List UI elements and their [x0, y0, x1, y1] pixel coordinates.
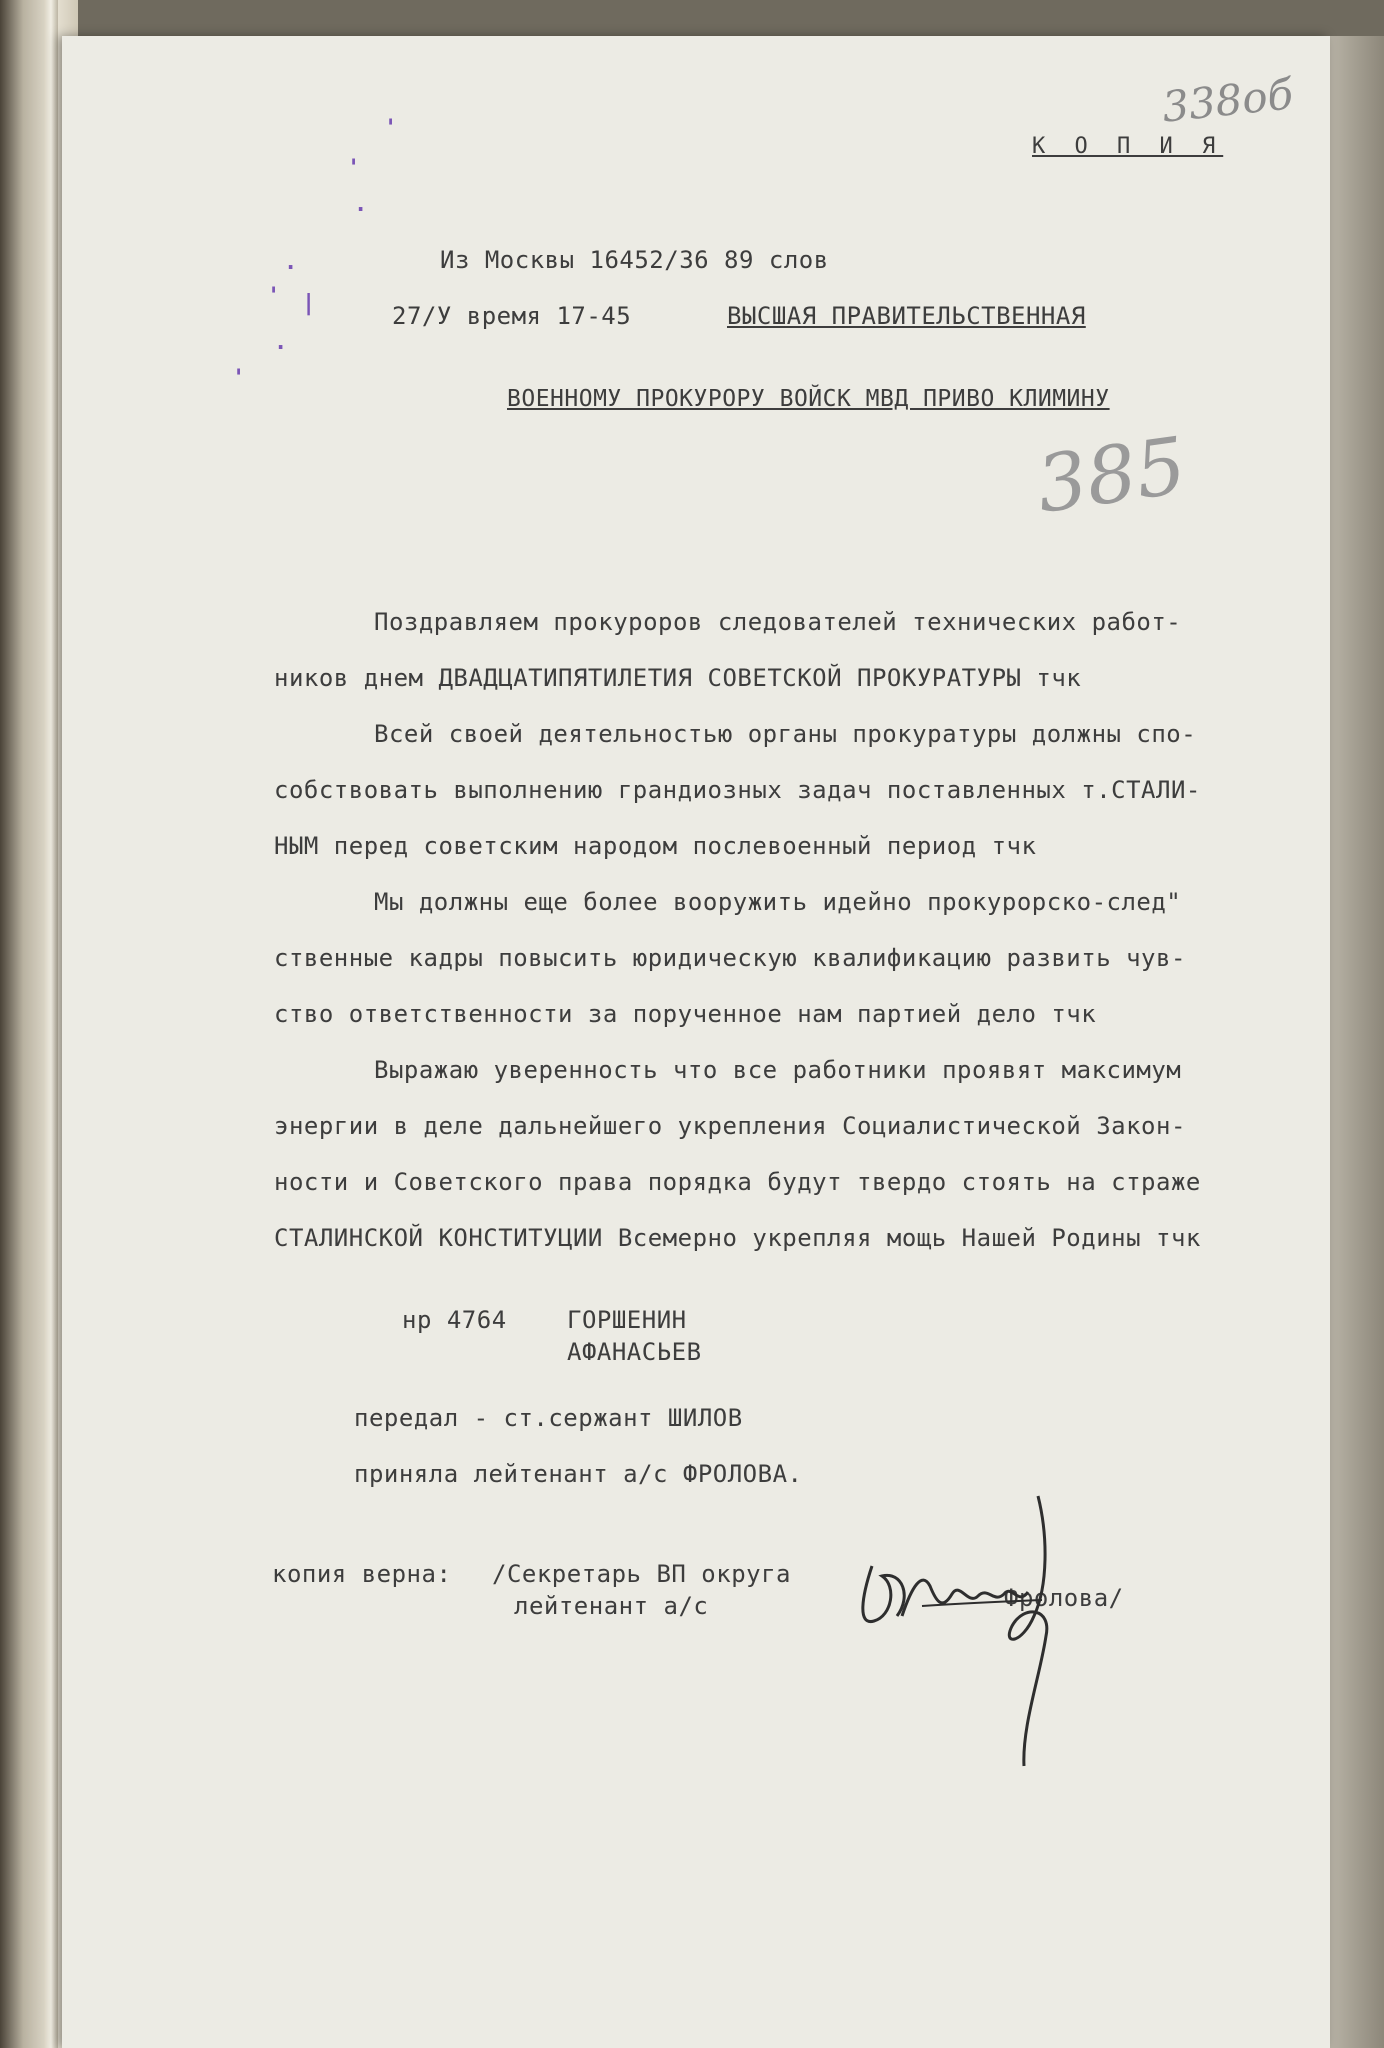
stamp-tick: | [302, 291, 316, 316]
body-line: собствовать выполнению грандиозных задач поставленных т.СТАЛИ- [274, 776, 1201, 804]
stamp-tick: ' [232, 366, 246, 391]
copy-mark: К О П И Я [1032, 134, 1224, 159]
stamp-tick: ' [347, 156, 361, 181]
body-line: ство ответственности за порученное нам партией дело тчк [274, 1000, 1097, 1028]
body-line: НЫМ перед советским народом послевоенный период тчк [274, 832, 1037, 860]
signatory-name: ГОРШЕНИН [567, 1306, 687, 1334]
signatory-name: АФАНАСЬЕВ [567, 1338, 702, 1366]
archive-page-number: 338об [1159, 69, 1296, 132]
body-line: Всей своей деятельностью органы прокуратуры должны спо- [374, 720, 1197, 748]
sent-by: передал - ст.сержант ШИЛОВ [354, 1404, 743, 1432]
handwritten-signature [802, 1476, 1102, 1796]
stamp-tick: · [274, 336, 288, 361]
body-line: Выражаю уверенность что все работники проявят максимум [374, 1056, 1182, 1084]
body-line: энергии в деле дальнейшего укрепления Социалистической Закон- [274, 1112, 1186, 1140]
certification-label: копия верна: [272, 1560, 452, 1588]
body-line: ности и Советского права порядка будут твердо стоять на страже [274, 1168, 1201, 1196]
telegram-number: нр 4764 [402, 1306, 507, 1334]
received-by: приняла лейтенант а/с ФРОЛОВА. [354, 1460, 803, 1488]
background-surface [1330, 36, 1384, 2048]
addressee: ВОЕННОМУ ПРОКУРОРУ ВОЙСК МВД ПРИВО КЛИМИНУ [507, 386, 1110, 412]
certification-rank: лейтенант а/с [514, 1592, 709, 1620]
stamp-tick: ' [384, 116, 398, 141]
priority-label: ВЫСШАЯ ПРАВИТЕЛЬСТВЕННАЯ [727, 302, 1086, 330]
body-line: Мы должны еще более вооружить идейно прокурорско-след" [374, 888, 1182, 916]
document-page [62, 36, 1330, 2048]
certification-position: /Секретарь ВП округа [492, 1560, 791, 1588]
stamp-tick: · [284, 256, 298, 281]
binder-page-edge [44, 0, 58, 2048]
body-line: СТАЛИНСКОЙ КОНСТИТУЦИИ Всемерно укрепляя мощь Нашей Родины тчк [274, 1224, 1201, 1252]
body-line: ственные кадры повысить юридическую квалификацию развить чув- [274, 944, 1186, 972]
certification-name: Фролова/ [1004, 1584, 1124, 1612]
body-line: ников днем ДВАДЦАТИПЯТИЛЕТИЯ СОВЕТСКОЙ ПРОКУРАТУРЫ тчк [274, 664, 1082, 692]
body-line: Поздравляем прокуроров следователей технических работ- [374, 608, 1182, 636]
telegram-date-time: 27/У время 17-45 [392, 302, 632, 330]
pencil-note: 385 [1031, 421, 1192, 531]
telegram-origin-line: Из Москвы 16452/36 89 слов [440, 246, 829, 274]
stamp-tick: ' [267, 284, 281, 309]
stamp-tick: · [354, 198, 368, 223]
